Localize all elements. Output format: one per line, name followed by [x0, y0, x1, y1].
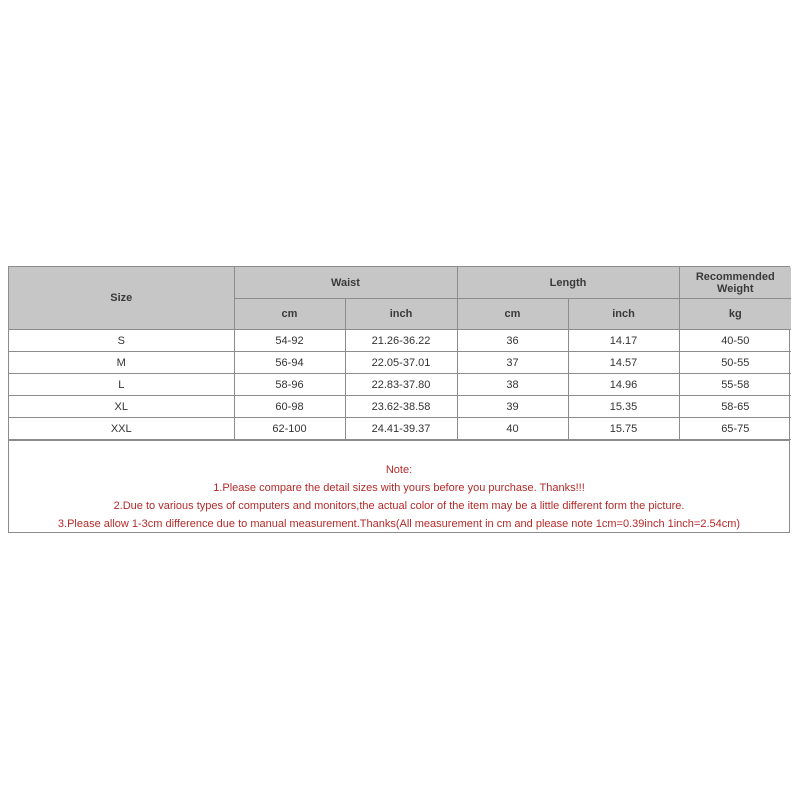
- cell-waist-inch: 22.05-37.01: [345, 352, 457, 374]
- cell-size: L: [9, 374, 234, 396]
- cell-weight: 40-50: [679, 330, 791, 352]
- table-row: [9, 352, 791, 374]
- note-line-2: 2.Due to various types of computers and monitors,the actual color of the item may be a little different form the picture.: [113, 500, 685, 512]
- table-row: [9, 396, 791, 418]
- cell-weight: 58-65: [679, 396, 791, 418]
- table-row: [9, 374, 791, 396]
- cell-length-cm: 36: [457, 330, 568, 352]
- header-length: Length: [457, 267, 679, 299]
- cell-weight: 65-75: [679, 418, 791, 440]
- header-size: Size: [9, 267, 234, 330]
- notes-section: [9, 440, 789, 532]
- cell-size: XXL: [9, 418, 234, 440]
- note-line-1: 1.Please compare the detail sizes with yours before you purchase. Thanks!!!: [213, 482, 585, 494]
- table-row: [9, 330, 791, 352]
- cell-length-inch: 14.17: [568, 330, 679, 352]
- subheader-length-cm: cm: [457, 299, 568, 330]
- cell-length-cm: 38: [457, 374, 568, 396]
- cell-length-inch: 15.75: [568, 418, 679, 440]
- header-row: [9, 267, 791, 299]
- header-recommended-weight: Recommended Weight: [679, 267, 791, 299]
- cell-size: M: [9, 352, 234, 374]
- cell-waist-cm: 58-96: [234, 374, 345, 396]
- size-chart: [8, 266, 790, 533]
- cell-size: S: [9, 330, 234, 352]
- cell-length-cm: 39: [457, 396, 568, 418]
- cell-length-inch: 14.57: [568, 352, 679, 374]
- table-row: [9, 418, 791, 440]
- cell-weight: 50-55: [679, 352, 791, 374]
- cell-length-inch: 14.96: [568, 374, 679, 396]
- cell-waist-cm: 60-98: [234, 396, 345, 418]
- size-table: [9, 267, 791, 440]
- note-line-3: 3.Please allow 1-3cm difference due to manual measurement.Thanks(All measurement in cm and please note 1cm=0.39inch 1inch=2.54cm): [57, 518, 741, 530]
- subheader-waist-inch: inch: [345, 299, 457, 330]
- note-title: Note:: [385, 464, 413, 476]
- header-waist: Waist: [234, 267, 457, 299]
- cell-waist-cm: 62-100: [234, 418, 345, 440]
- cell-waist-inch: 21.26-36.22: [345, 330, 457, 352]
- cell-waist-inch: 22.83-37.80: [345, 374, 457, 396]
- cell-waist-cm: 56-94: [234, 352, 345, 374]
- subheader-weight-kg: kg: [679, 299, 791, 330]
- subheader-waist-cm: cm: [234, 299, 345, 330]
- cell-size: XL: [9, 396, 234, 418]
- cell-length-inch: 15.35: [568, 396, 679, 418]
- cell-waist-inch: 24.41-39.37: [345, 418, 457, 440]
- subheader-length-inch: inch: [568, 299, 679, 330]
- cell-length-cm: 40: [457, 418, 568, 440]
- cell-waist-cm: 54-92: [234, 330, 345, 352]
- cell-weight: 55-58: [679, 374, 791, 396]
- cell-waist-inch: 23.62-38.58: [345, 396, 457, 418]
- cell-length-cm: 37: [457, 352, 568, 374]
